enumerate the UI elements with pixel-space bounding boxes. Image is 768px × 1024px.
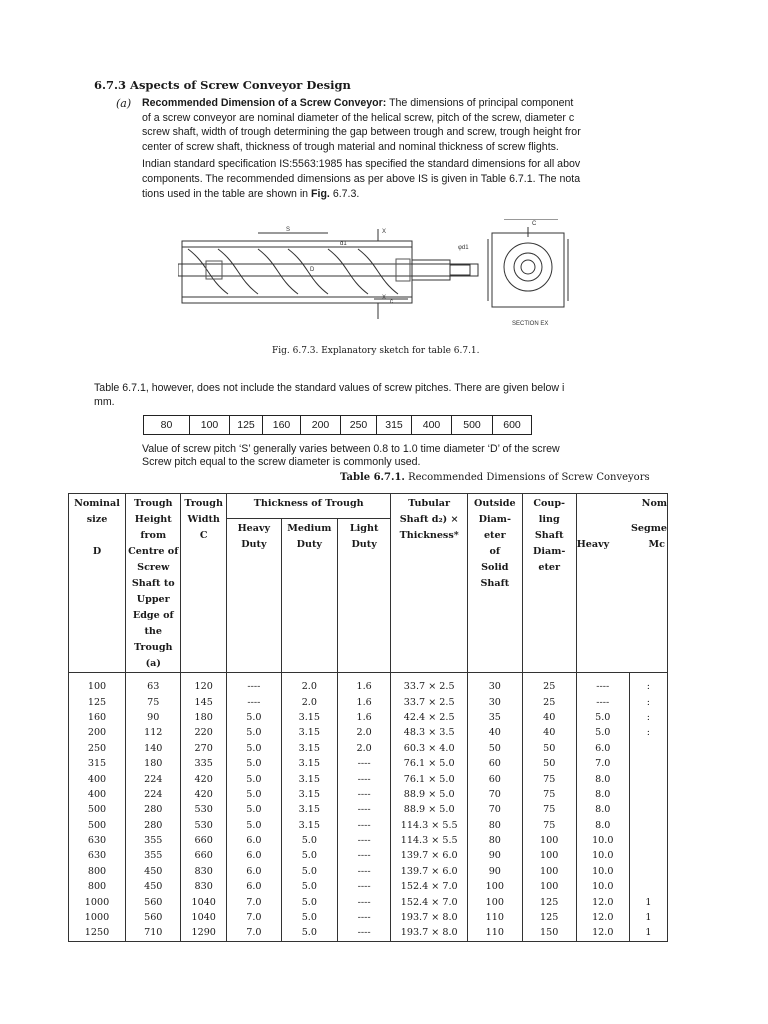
table-cell: 2.0 xyxy=(281,694,337,709)
fig-label-x-bot: X xyxy=(382,295,387,301)
table-row xyxy=(69,673,668,695)
table-cell xyxy=(629,771,667,786)
table-cell: 530 xyxy=(181,802,226,817)
table-cell: 180 xyxy=(126,756,181,771)
table-cell: 200 xyxy=(69,725,126,740)
header-tubular: Tubular Shaft d₂) × Thickness* xyxy=(391,494,467,673)
header-trough-height: Trough Height from Centre of Screw Shaft to Upper Edge of the Trough (a) xyxy=(126,494,181,673)
table-cell: 315 xyxy=(69,756,126,771)
table-row xyxy=(69,725,668,740)
pitch-cell: 200 xyxy=(301,416,341,435)
table-cell: 5.0 xyxy=(226,787,281,802)
table-cell: 1.6 xyxy=(337,694,391,709)
table-cell: 193.7 × 8.0 xyxy=(391,925,467,941)
pitch-followup xyxy=(142,443,560,469)
table-cell: 355 xyxy=(126,848,181,863)
item-marker: (a) xyxy=(116,97,132,110)
pitch-cell: 250 xyxy=(341,416,377,435)
table-cell: 450 xyxy=(126,879,181,894)
table-row xyxy=(69,802,668,817)
table-cell: 6.0 xyxy=(226,833,281,848)
table-cell: 3.15 xyxy=(281,710,337,725)
pitch-followup-line-1: Value of screw pitch ‘S’ generally varies between 0.8 to 1.0 time diameter ‘D’ of the screw xyxy=(142,443,560,455)
table-cell: 100 xyxy=(522,833,576,848)
table-cell: 450 xyxy=(126,864,181,879)
table-cell: 50 xyxy=(522,741,576,756)
header-segme-group xyxy=(576,519,667,673)
header-nominal: Nominal size D xyxy=(69,494,126,673)
table-cell: 1.6 xyxy=(337,710,391,725)
table-cell: 10.0 xyxy=(576,879,629,894)
table-cell: 1290 xyxy=(181,925,226,941)
table-cell: : xyxy=(629,694,667,709)
table-cell: 6.0 xyxy=(576,741,629,756)
table-cell: 2.0 xyxy=(337,725,391,740)
table-cell: 3.15 xyxy=(281,756,337,771)
table-cell: 400 xyxy=(69,771,126,786)
table-cell: 830 xyxy=(181,864,226,879)
table-cell: 40 xyxy=(522,725,576,740)
table-cell: 50 xyxy=(467,741,522,756)
table-cell: 530 xyxy=(181,818,226,833)
table-cell: 70 xyxy=(467,802,522,817)
table-cell: 12.0 xyxy=(576,925,629,941)
table-cell: ---- xyxy=(337,802,391,817)
table-cell: 250 xyxy=(69,741,126,756)
table-cell: 800 xyxy=(69,864,126,879)
table-cell: 76.1 × 5.0 xyxy=(391,756,467,771)
header-segme: Segme xyxy=(631,522,667,534)
table-cell: 1.6 xyxy=(337,673,391,695)
para-line-3: screw shaft, width of trough determining the gap between trough and screw, trough height fror xyxy=(142,126,581,138)
table-cell: 75 xyxy=(522,802,576,817)
fig-label-d1: d1 xyxy=(340,241,347,247)
table-cell: 660 xyxy=(181,833,226,848)
pitch-note-line-1: Table 6.7.1, however, does not include the standard values of screw pitches. There are given below i xyxy=(94,382,565,394)
table-cell: 500 xyxy=(69,802,126,817)
table-row xyxy=(69,910,668,925)
table-cell: 60.3 × 4.0 xyxy=(391,741,467,756)
pitch-cell: 125 xyxy=(230,416,263,435)
table-cell xyxy=(629,864,667,879)
table-cell: 5.0 xyxy=(226,741,281,756)
table-row xyxy=(69,741,668,756)
table-cell: 120 xyxy=(181,673,226,695)
pitch-followup-line-2: Screw pitch equal to the screw diameter is commonly used. xyxy=(142,456,421,468)
para-line-7-a: tions used in the table are shown in xyxy=(142,188,312,200)
table-cell: 100 xyxy=(467,894,522,909)
fig-label-dd: φd1 xyxy=(458,245,469,251)
header-medium: Medium Duty xyxy=(281,519,337,673)
table-cell: 2.0 xyxy=(337,741,391,756)
para-line-2: of a screw conveyor are nominal diameter of the helical screw, pitch of the screw, diameter c xyxy=(142,112,575,124)
table-cell: 10.0 xyxy=(576,833,629,848)
table-cell: 100 xyxy=(467,879,522,894)
table-cell: 114.3 × 5.5 xyxy=(391,833,467,848)
table-cell: 3.15 xyxy=(281,771,337,786)
table-cell: 400 xyxy=(69,787,126,802)
table-cell xyxy=(629,848,667,863)
table-cell: 60 xyxy=(467,756,522,771)
table-cell: : xyxy=(629,725,667,740)
table-cell: 33.7 × 2.5 xyxy=(391,694,467,709)
para-line-1 xyxy=(142,96,573,111)
pitch-cell: 400 xyxy=(412,416,452,435)
table-cell: 75 xyxy=(522,818,576,833)
pitch-note xyxy=(94,381,734,409)
table-cell: 6.0 xyxy=(226,879,281,894)
pitch-cell: 100 xyxy=(190,416,230,435)
table-cell: 40 xyxy=(522,710,576,725)
table-cell: 5.0 xyxy=(226,725,281,740)
pitch-cell: 600 xyxy=(493,416,532,435)
fig-label-d: D xyxy=(310,267,315,273)
table-cell: 12.0 xyxy=(576,910,629,925)
fig-label-c-small: c xyxy=(390,299,393,305)
table-cell: 7.0 xyxy=(576,756,629,771)
table-cell: 2.0 xyxy=(281,673,337,695)
table-cell xyxy=(629,787,667,802)
table-row xyxy=(69,756,668,771)
table-cell: ---- xyxy=(337,879,391,894)
table-cell: 3.15 xyxy=(281,818,337,833)
table-cell: 100 xyxy=(522,864,576,879)
table-cell: ---- xyxy=(337,756,391,771)
para-bold-lead: Recommended Dimension of a Screw Conveyor: xyxy=(142,97,387,109)
table-cell: 7.0 xyxy=(226,925,281,941)
table-row xyxy=(69,787,668,802)
table-cell: 7.0 xyxy=(226,910,281,925)
table-cell: 10.0 xyxy=(576,848,629,863)
table-cell: 1 xyxy=(629,925,667,941)
table-cell: ---- xyxy=(337,787,391,802)
table-row xyxy=(69,894,668,909)
table-cell: 1 xyxy=(629,894,667,909)
table-cell: 193.7 × 8.0 xyxy=(391,910,467,925)
table-cell: 1040 xyxy=(181,910,226,925)
table-cell: 5.0 xyxy=(576,710,629,725)
table-cell: 5.0 xyxy=(281,879,337,894)
table-cell: 140 xyxy=(126,741,181,756)
table-cell: : xyxy=(629,673,667,695)
table-cell: 5.0 xyxy=(226,710,281,725)
para-line-5: Indian standard specification IS:5563:1985 has specified the standard dimensions for all abov xyxy=(142,158,581,170)
table-cell: 10.0 xyxy=(576,864,629,879)
table-cell: 7.0 xyxy=(226,894,281,909)
table-cell: 100 xyxy=(522,879,576,894)
para-line-7 xyxy=(142,187,359,202)
table-cell: 160 xyxy=(69,710,126,725)
table-cell: 270 xyxy=(181,741,226,756)
table-cell: 5.0 xyxy=(226,756,281,771)
table-cell: 150 xyxy=(522,925,576,941)
table-cell: ---- xyxy=(337,925,391,941)
table-cell: 560 xyxy=(126,894,181,909)
table-cell: 5.0 xyxy=(281,864,337,879)
pitch-cell: 80 xyxy=(144,416,190,435)
table-cell: 114.3 × 5.5 xyxy=(391,818,467,833)
table-cell: 5.0 xyxy=(281,894,337,909)
table-cell: 139.7 × 6.0 xyxy=(391,848,467,863)
table-cell: 76.1 × 5.0 xyxy=(391,771,467,786)
table-cell: 145 xyxy=(181,694,226,709)
table-row xyxy=(69,710,668,725)
para-line-7-c: 6.7.3. xyxy=(329,188,360,200)
header-mc: Mc xyxy=(648,538,665,550)
table-cell: 8.0 xyxy=(576,787,629,802)
table-cell: 5.0 xyxy=(281,848,337,863)
table-cell: 224 xyxy=(126,787,181,802)
table-cell: 100 xyxy=(69,673,126,695)
table-cell: 25 xyxy=(522,694,576,709)
table-cell: 75 xyxy=(126,694,181,709)
table-cell: 63 xyxy=(126,673,181,695)
table-cell: 125 xyxy=(522,910,576,925)
table-row xyxy=(69,864,668,879)
table-cell: 224 xyxy=(126,771,181,786)
table-cell: 355 xyxy=(126,833,181,848)
table-cell: 180 xyxy=(181,710,226,725)
table-cell: 110 xyxy=(467,925,522,941)
table-cell: 70 xyxy=(467,787,522,802)
table-number: Table 6.7.1. xyxy=(340,472,405,483)
table-cell: 90 xyxy=(467,848,522,863)
table-cell: 710 xyxy=(126,925,181,941)
screw-conveyor-sketch xyxy=(178,219,578,334)
table-cell: 6.0 xyxy=(226,848,281,863)
table-cell: 88.9 × 5.0 xyxy=(391,787,467,802)
table-cell: 40 xyxy=(467,725,522,740)
table-cell: 75 xyxy=(522,787,576,802)
table-cell: ---- xyxy=(337,818,391,833)
table-cell: 60 xyxy=(467,771,522,786)
pitch-cell: 315 xyxy=(377,416,412,435)
table-cell xyxy=(629,741,667,756)
table-cell: 75 xyxy=(522,771,576,786)
table-cell: 420 xyxy=(181,771,226,786)
table-cell xyxy=(629,756,667,771)
table-row xyxy=(69,818,668,833)
table-cell: 3.15 xyxy=(281,787,337,802)
header-thickness-group: Thickness of Trough xyxy=(226,494,391,519)
table-cell: ---- xyxy=(337,894,391,909)
table-cell: 139.7 × 6.0 xyxy=(391,864,467,879)
table-cell: 125 xyxy=(522,894,576,909)
table-cell: 90 xyxy=(467,864,522,879)
table-cell: 152.4 × 7.0 xyxy=(391,894,467,909)
table-cell: ---- xyxy=(337,910,391,925)
table-cell: 280 xyxy=(126,802,181,817)
table-cell: 5.0 xyxy=(281,833,337,848)
dimensions-table-wrapper xyxy=(68,493,668,943)
table-row xyxy=(69,925,668,941)
table-cell: 220 xyxy=(181,725,226,740)
fig-label-x-top: X xyxy=(382,229,387,235)
table-cell: 1000 xyxy=(69,910,126,925)
table-cell: 152.4 × 7.0 xyxy=(391,879,467,894)
header-light: Light Duty xyxy=(337,519,391,673)
table-cell: 6.0 xyxy=(226,864,281,879)
table-row xyxy=(69,833,668,848)
table-cell xyxy=(629,879,667,894)
header-heavy2: Heavy xyxy=(576,538,610,550)
table-cell: 3.15 xyxy=(281,725,337,740)
table-cell: 630 xyxy=(69,848,126,863)
table-cell: 830 xyxy=(181,879,226,894)
table-cell: 50 xyxy=(522,756,576,771)
table-cell: 3.15 xyxy=(281,802,337,817)
section-heading: 6.7.3 Aspects of Screw Conveyor Design xyxy=(94,78,351,92)
table-cell: 90 xyxy=(126,710,181,725)
table-cell: 3.15 xyxy=(281,741,337,756)
pitch-cell: 160 xyxy=(263,416,301,435)
table-cell: 112 xyxy=(126,725,181,740)
table-cell: ---- xyxy=(576,694,629,709)
para-line-4: center of screw shaft, thickness of trough material and nominal thickness of screw flights. xyxy=(142,141,559,153)
table-cell: 5.0 xyxy=(576,725,629,740)
table-cell: 80 xyxy=(467,833,522,848)
para-line-7-fig: Fig. xyxy=(311,188,330,200)
table-cell: 1040 xyxy=(181,894,226,909)
table-row xyxy=(69,771,668,786)
table-cell: 8.0 xyxy=(576,771,629,786)
table-cell: 1000 xyxy=(69,894,126,909)
header-outside: Outside Diam- eter of Solid Shaft xyxy=(467,494,522,673)
table-cell: 8.0 xyxy=(576,818,629,833)
table-cell: 5.0 xyxy=(281,925,337,941)
table-cell: 5.0 xyxy=(226,771,281,786)
table-cell: ---- xyxy=(576,673,629,695)
table-cell: 5.0 xyxy=(226,818,281,833)
table-cell xyxy=(629,802,667,817)
table-row xyxy=(69,879,668,894)
header-heavy: Heavy Duty xyxy=(226,519,281,673)
table-cell: 280 xyxy=(126,818,181,833)
pitch-values-table xyxy=(143,415,532,435)
table-cell: 100 xyxy=(522,848,576,863)
table-cell: 125 xyxy=(69,694,126,709)
table-cell: ---- xyxy=(337,833,391,848)
table-cell: 5.0 xyxy=(226,802,281,817)
fig-section-label: SECTION EX xyxy=(512,321,549,327)
table-cell: ---- xyxy=(337,771,391,786)
table-row xyxy=(69,848,668,863)
table-cell: 35 xyxy=(467,710,522,725)
table-cell: 8.0 xyxy=(576,802,629,817)
table-cell: 630 xyxy=(69,833,126,848)
table-cell: 800 xyxy=(69,879,126,894)
pitch-note-line-2: mm. xyxy=(94,396,115,408)
pitch-cell: 500 xyxy=(452,416,493,435)
table-cell: 12.0 xyxy=(576,894,629,909)
table-title-text: Recommended Dimensions of Screw Conveyors xyxy=(404,472,650,483)
table-cell: : xyxy=(629,710,667,725)
table-cell: 25 xyxy=(522,673,576,695)
para-line-1-rest: The dimensions of principal component xyxy=(386,97,574,109)
table-cell: 42.4 × 2.5 xyxy=(391,710,467,725)
header-coupling: Coup- ling Shaft Diam- eter xyxy=(522,494,576,673)
table-cell xyxy=(629,833,667,848)
table-cell: 110 xyxy=(467,910,522,925)
para-line-6: components. The recommended dimensions as per above IS is given in Table 6.7.1. The nota xyxy=(142,173,581,185)
table-cell: 88.9 × 5.0 xyxy=(391,802,467,817)
table-row xyxy=(69,694,668,709)
figure-caption: Fig. 6.7.3. Explanatory sketch for table 6.7.1. xyxy=(272,346,480,356)
table-cell: 80 xyxy=(467,818,522,833)
table-cell: 335 xyxy=(181,756,226,771)
table-cell: 30 xyxy=(467,673,522,695)
table-cell: ---- xyxy=(337,864,391,879)
header-trough-width: Trough Width C xyxy=(181,494,226,673)
table-cell: ---- xyxy=(226,673,281,695)
table-cell: ---- xyxy=(337,848,391,863)
table-cell: 1250 xyxy=(69,925,126,941)
table-cell: 48.3 × 3.5 xyxy=(391,725,467,740)
fig-label-s: S xyxy=(286,227,291,233)
header-nom-group: Nom xyxy=(576,494,667,519)
table-cell: 1 xyxy=(629,910,667,925)
table-cell: 5.0 xyxy=(281,910,337,925)
table-cell: ---- xyxy=(226,694,281,709)
table-cell xyxy=(629,818,667,833)
table-title xyxy=(340,472,650,483)
table-cell: 500 xyxy=(69,818,126,833)
table-cell: 660 xyxy=(181,848,226,863)
table-cell: 30 xyxy=(467,694,522,709)
dimensions-table xyxy=(68,493,668,942)
table-cell: 33.7 × 2.5 xyxy=(391,673,467,695)
dimensions-table-body xyxy=(69,673,668,942)
fig-label-c: C xyxy=(532,221,537,227)
table-cell: 420 xyxy=(181,787,226,802)
table-cell: 560 xyxy=(126,910,181,925)
